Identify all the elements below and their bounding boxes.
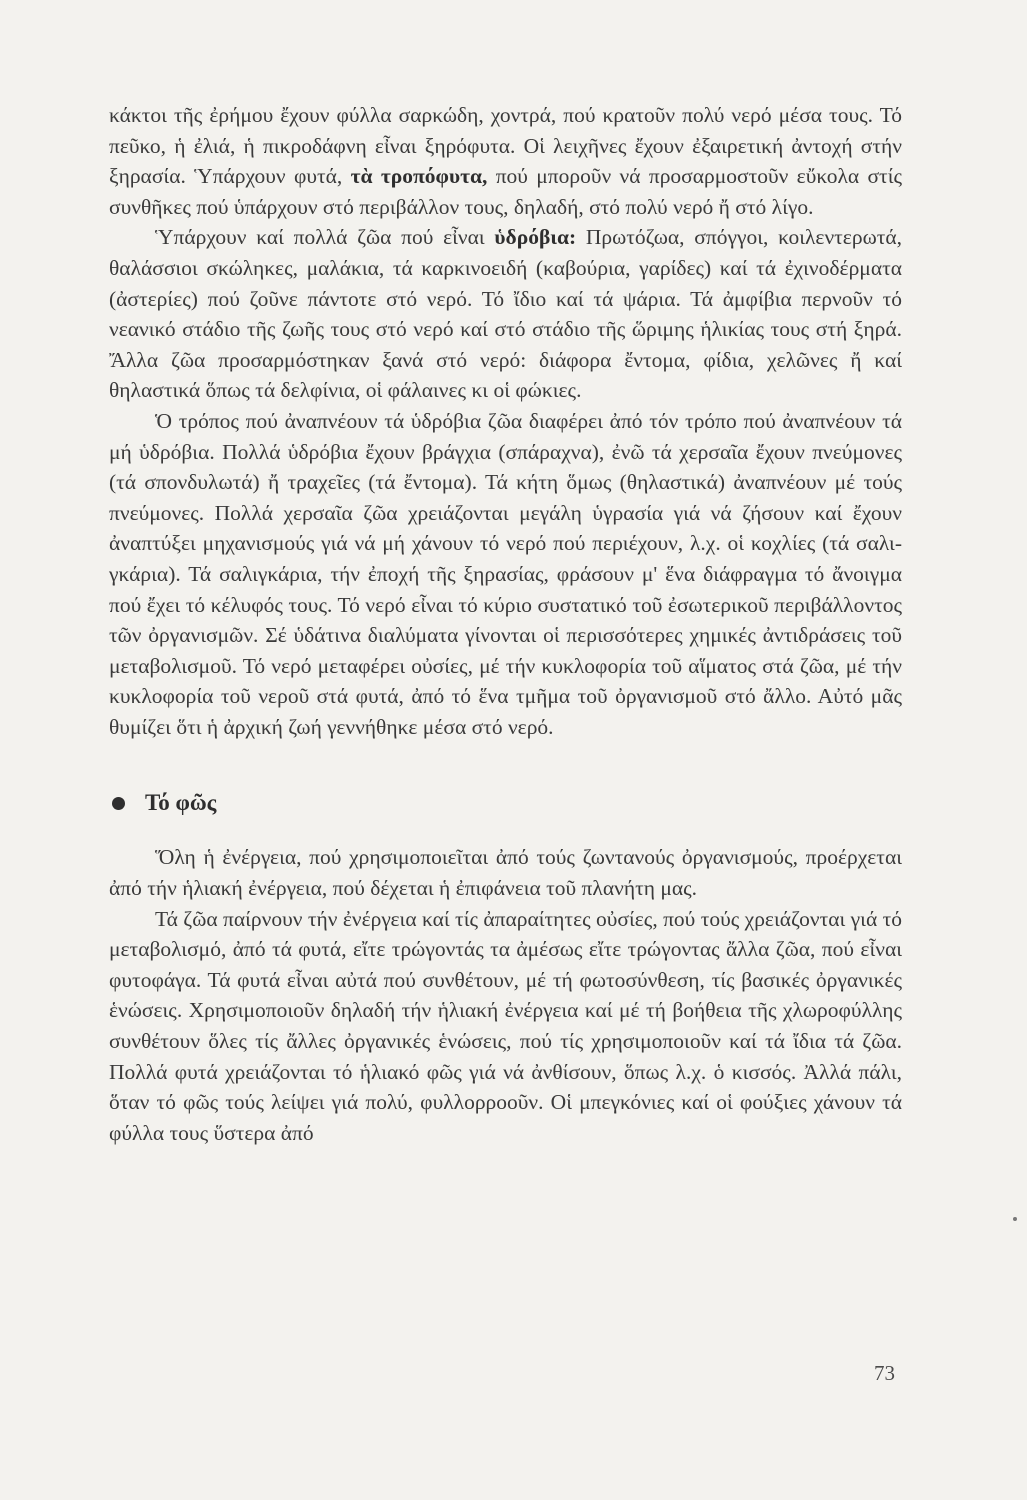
bold-term: ὑδρόβια: xyxy=(494,225,577,250)
paragraph xyxy=(109,842,902,903)
paragraph xyxy=(109,904,902,1149)
section-heading-light xyxy=(109,790,902,816)
paragraph xyxy=(109,406,902,743)
page-body xyxy=(109,100,902,1148)
paragraph-text: Ὅλη ἡ ἐνέργεια, πού χρησιμοποιεῖται ἀπό τούς ζωντανούς ὀργανισμούς, προέρχεται ἀπό τήν ἡλιακή ἐνέργεια, πού δέχεται ἡ ἐπιφάνεια τοῦ πλανήτη μας. xyxy=(109,845,902,901)
paragraph-text: κάκτοι τῆς ἐρήμου ἔχουν φύλλα σαρκώδη, χοντρά, πού κρατοῦν πολύ νερό μέσα τους. Τό πεῦκο, ἡ ἐλιά, ἡ πικροδάφνη εἶναι ξηρόφυτα. Οἱ λειχῆνες ἔχουν ἐξαιρετική ἀντοχή στήν ξηρασία. Ὑπάρχουν φυτά, xyxy=(109,103,902,189)
paragraph-text: Ὁ τρόπος πού ἀναπνέουν τά ὑδρόβια ζῶα διαφέρει ἀπό τόν τρόπο πού ἀναπνέουν τά μή ὑδρόβια. Πολλά ὑδρόβια ἔχουν βράγχια (σπάραχνα), ἐνῶ τά χερσαῖα ἔχουν πνεύμονες (τά σπονδυλωτά) ἤ τραχεῖες (τά ἔντομα). Τά κήτη ὅμως (θηλαστικά) ἀναπνέουν μέ τούς πνεύμονες. Πολλά χερσαῖα ζῶα χρειάζονται μεγάλη ὑγρασία γιά νά ζήσουν καί ἔχουν ἀναπτύξει μηχανισμούς γιά νά μή χάνουν τό νερό πού περιέχουν, λ.χ. οἱ κοχλίες (τά σαλιγκάρια). Τά σαλιγκάρια, τήν ἐποχή τῆς ξηρασίας, φράσουν μ' ἕνα διάφραγμα τό ἄνοιγμα πού ἔχει τό κέλυφός τους. Τό νερό εἶναι τό κύριο συστατικό τοῦ ἐσωτερικοῦ περιβάλλοντος τῶν ὀργανισμῶν. Σέ ὑδάτινα διαλύματα γίνονται οἱ περισσότερες χημικές ἀντιδράσεις τοῦ μεταβολισμοῦ. Τό νερό μεταφέρει οὐσίες, μέ τήν κυκλοφορία τοῦ αἵματος στά ζῶα, μέ τήν κυκλοφορία τοῦ νεροῦ στά φυτά, ἀπό τό ἕνα τμῆμα τοῦ ὀργανισμοῦ στό ἄλλο. Αὐτό μᾶς θυμίζει ὅτι ἡ ἀρχική ζωή γεννήθηκε μέσα στό νερό. xyxy=(109,408,902,739)
section-heading-text: Τό φῶς xyxy=(145,790,217,816)
scan-speck xyxy=(1013,1217,1017,1221)
page-number: 73 xyxy=(874,1361,895,1385)
text-block-bottom xyxy=(109,842,902,1148)
paragraph xyxy=(109,100,902,222)
paragraph-text: Ὑπάρχουν καί πολλά ζῶα πού εἶναι xyxy=(155,225,495,250)
paragraph-text: Πρωτόζωα, σπόγγοι, κοιλεντερωτά, θαλάσσιοι σκώληκες, μαλάκια, τά καρκινοειδή (καβούρια, γαρίδες) καί τά ἐχινοδέρματα (ἀστερίες) πού ζοῦνε πάντοτε στό νερό. Τό ἴδιο καί τά ψάρια. Τά ἀμφίβια περνοῦν τό νεανικό στάδιο τῆς ζωῆς τους στό νερό καί στό στάδιο τῆς ὥριμης ἡλικίας τους στή ξηρά. Ἄλλα ζῶα προσαρμόστηκαν ξανά στό νερό: διάφορα ἔντομα, φίδια, χελῶνες ἤ καί θηλαστικά ὅπως τά δελφίνια, οἱ φάλαινες κι οἱ φώκιες. xyxy=(109,225,902,403)
bold-term: τὰ τροπόφυτα, xyxy=(350,164,488,189)
paragraph-text: πού μποροῦν νά προσαρμοστοῦν εὔκολα στίς συνθῆκες πού ὑπάρχουν στό περιβάλλον τους, δηλαδή, στό πολύ νερό ἤ στό λίγο. xyxy=(109,164,902,219)
paragraph xyxy=(109,222,902,406)
bullet-icon xyxy=(112,797,125,810)
text-block-top xyxy=(109,100,902,742)
paragraph-text: Τά ζῶα παίρνουν τήν ἐνέργεια καί τίς ἀπαραίτητες οὐσίες, πού τούς χρειάζονται γιά τό μεταβολισμό, ἀπό τά φυτά, εἴτε τρώγοντάς τα ἀμέσως εἴτε τρώγοντας ἄλλα ζῶα, πού εἶναι φυτοφάγα. Τά φυτά εἶναι αὐτά πού συνθέτουν, μέ τή φωτοσύνθεση, τίς βασικές ὀργανικές ἑνώσεις. Χρησιμοποιοῦν δηλαδή τήν ἡλιακή ἐνέργεια καί μέ τή βοήθεια τῆς χλωροφύλλης συνθέτουν ὅλες τίς ἄλλες ὀργανικές ἑνώσεις, πού τίς χρησιμοποιοῦν καί τά ἴδια τά ζῶα. Πολλά φυτά χρειάζονται τό ἡλιακό φῶς γιά νά ἀνθίσουν, ὅπως λ.χ. ὁ κισσός. Ἀλλά πάλι, ὅταν τό φῶς τούς λείψει γιά πολύ, φυλλορροοῦν. Οἱ μπεγκόνιες καί οἱ φούξιες χάνουν τά φύλλα τους ὕστερα ἀπό xyxy=(109,906,902,1145)
